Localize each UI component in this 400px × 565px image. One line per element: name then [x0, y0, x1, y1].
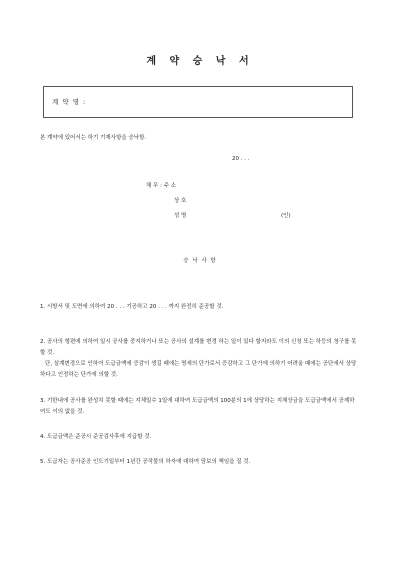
clause-2-note: 단, 설계변경으로 인하여 도급금액에 증감이 생길 때에는 명세의 단가로서 증감하고 그 단가에 의하기 어려울 때에는 공단에서 상당하다고 인정하는 단가에 의할 것.: [40, 361, 357, 378]
clause-3: 3. 기한내에 공사를 완성치 못할 때에는 지체일수 1일에 대하여 도급금액의 100분의 1에 상당하는 지체상금을 도급금액에서 공제하여도 이의 없을 것.: [40, 398, 355, 415]
clause-2: 2. 공사의 형편에 의하여 일시 공사를 중지하거나 또는 공사의 설계를 변경 하는 일이 있다 할지라도 이의 신청 또는 하등의 청구를 못할 것.: [40, 339, 357, 356]
contract-name-box: [43, 86, 353, 118]
clause-1: 1. 시방서 및 도면에 의하여 20 . . . 기공하고 20 . . . 까지 완전히 준공할 것.: [40, 304, 224, 310]
address-label: 채 무 : 주 소: [146, 183, 177, 189]
document-title: 계 약 승 낙 서: [146, 56, 254, 67]
section-heading: 승 낙 사 항: [183, 258, 217, 264]
date-line: 20 . . .: [232, 156, 250, 162]
intro-text: 본 계약에 있어서는 하기 기재사항을 승낙함.: [40, 135, 147, 141]
company-label: 상 호: [174, 198, 187, 204]
clause-5: 5. 도급자는 공사준공 인도기일부터 1년간 공작물의 하자에 대하여 담보의 책임을 질 것.: [40, 459, 251, 465]
name-label: 성 명: [174, 213, 187, 219]
contract-name-label: 계 약 명 :: [52, 98, 87, 106]
clause-4: 4. 도급금액은 준공시 준공검사후에 지급할 것.: [40, 434, 152, 440]
seal-mark: (인): [281, 213, 291, 219]
